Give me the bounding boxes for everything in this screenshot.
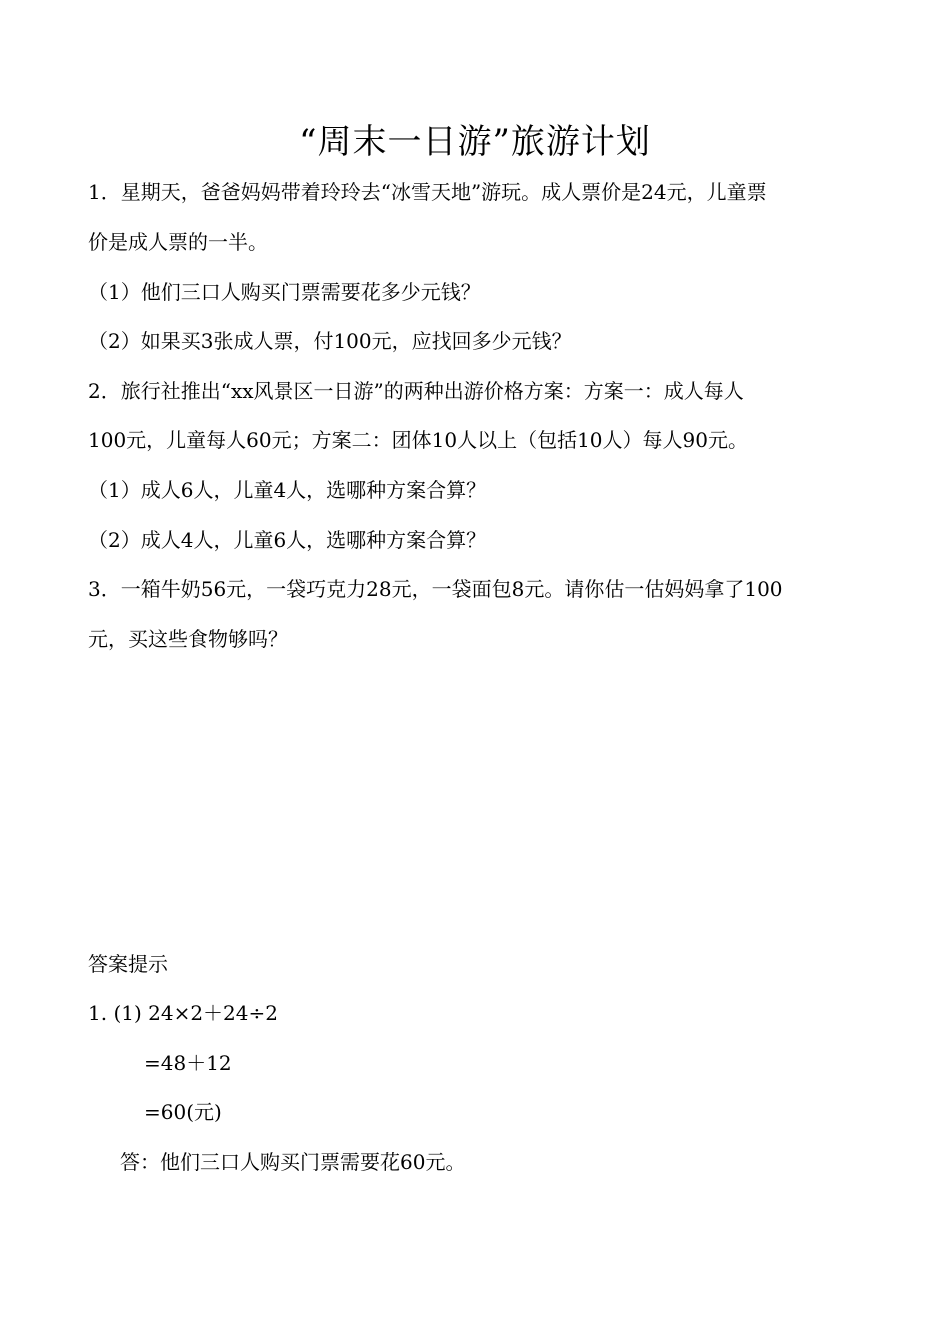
page-title: “周末一日游”旅游计划 xyxy=(299,122,651,162)
question-1-part-1: （1）他们三口人购买门票需要花多少元钱？ xyxy=(88,280,481,304)
question-3-line-2: 元，买这些食物够吗？ xyxy=(88,627,288,651)
question-2-line-1: 2．旅行社推出“xx风景区一日游”的两种出游价格方案：方案一：成人每人 xyxy=(88,379,744,403)
question-3-line-1: 3．一箱牛奶56元，一袋巧克力28元，一袋面包8元。请你估一估妈妈拿了100 xyxy=(88,577,783,601)
question-1-part-2: （2）如果买3张成人票，付100元，应找回多少元钱？ xyxy=(88,329,572,353)
question-1-line-2: 价是成人票的一半。 xyxy=(88,230,268,254)
question-2-line-2: 100元，儿童每人60元；方案二：团体10人以上（包括10人）每人90元。 xyxy=(88,428,748,452)
answers-heading: 答案提示 xyxy=(88,952,168,976)
answer-1-line-1: 1. (1) 24×2＋24÷2 xyxy=(88,1001,278,1025)
question-1-line-1: 1．星期天，爸爸妈妈带着玲玲去“冰雪天地”游玩。成人票价是24元，儿童票 xyxy=(88,180,767,204)
question-2-part-2: （2）成人4人，儿童6人，选哪种方案合算？ xyxy=(88,528,487,552)
question-2-part-1: （1）成人6人，儿童4人，选哪种方案合算？ xyxy=(88,478,487,502)
answer-1-conclusion: 答：他们三口人购买门票需要花60元。 xyxy=(120,1150,466,1174)
answer-1-line-2: =48＋12 xyxy=(144,1051,232,1075)
answer-1-line-3: =60(元) xyxy=(144,1100,222,1124)
